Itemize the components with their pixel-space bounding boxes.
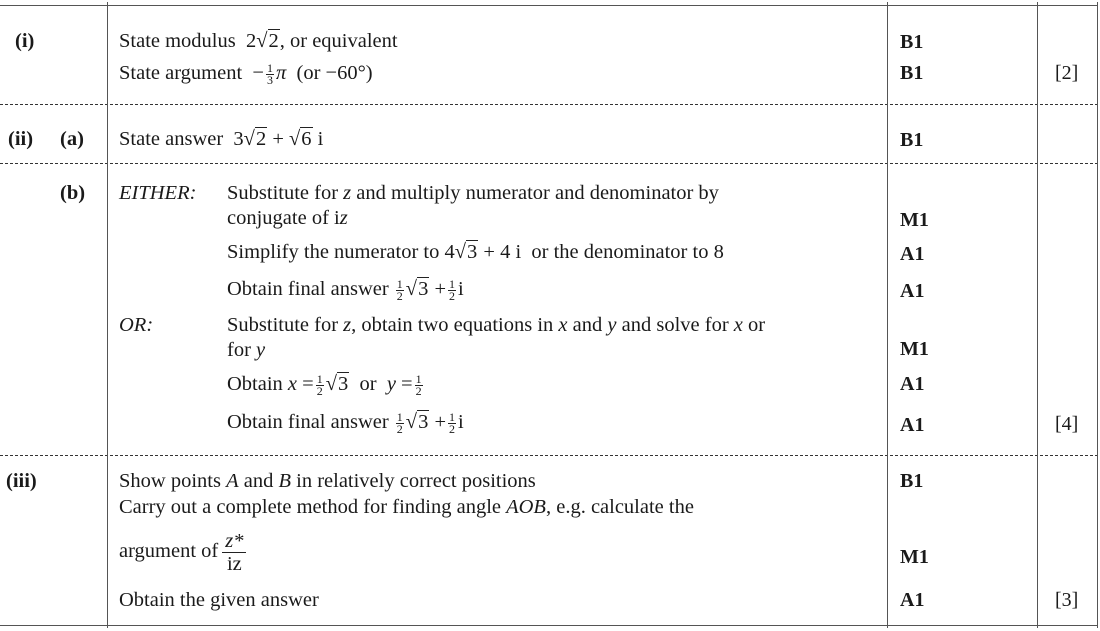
method-label-or: OR: — [119, 314, 154, 336]
guidance-line: Simplify the numerator to 4√3 + 4 i or the denominator to 8 — [227, 241, 724, 263]
mark-m1: M1 — [900, 546, 929, 568]
part-label-ii: (ii) — [8, 128, 34, 150]
guidance-line: State argument − $\frac{1}{3}$ π (or −60°) — [119, 60, 373, 87]
column-divider-part — [107, 2, 108, 628]
guidance-line: Substitute for z and multiply numerator and denominator by — [227, 182, 719, 204]
guidance-line: Obtain x = $\frac{1}{2}$ √3 or y = $\frac{1}{2}$ — [227, 371, 422, 398]
column-divider-mark — [887, 2, 888, 628]
subpart-label-b: (b) — [60, 182, 86, 204]
row-divider-i-ii — [0, 104, 1098, 105]
total-marks: [3] — [1055, 589, 1079, 611]
row-divider-ii-iii — [0, 455, 1098, 456]
guidance-line: Show points A and B in relatively correct positions — [119, 470, 536, 492]
mark-a1: A1 — [900, 243, 925, 265]
mark-b1: B1 — [900, 470, 924, 492]
mark-b1: B1 — [900, 129, 924, 151]
mark-m1: M1 — [900, 338, 929, 360]
total-marks: [2] — [1055, 62, 1079, 84]
guidance-line: argument of $\frac{z*}{iz}$ — [119, 530, 246, 575]
mark-a1: A1 — [900, 589, 925, 611]
table-right-border — [1097, 2, 1098, 628]
guidance-line: State modulus 2√2, or equivalent — [119, 30, 398, 52]
guidance-line: State answer 3√2 + √6 i — [119, 128, 324, 150]
mark-m1: M1 — [900, 209, 929, 231]
guidance-line: conjugate of iz — [227, 207, 348, 229]
guidance-line: Obtain final answer $\frac{1}{2}$ √3 + $\frac{1}{2}$ i — [227, 276, 464, 303]
total-marks: [4] — [1055, 413, 1079, 435]
mark-b1: B1 — [900, 62, 924, 84]
subpart-label-a: (a) — [60, 128, 84, 150]
part-label-iii: (iii) — [6, 470, 37, 492]
mark-b1: B1 — [900, 31, 924, 53]
mark-a1: A1 — [900, 414, 925, 436]
table-bottom-border — [0, 625, 1098, 626]
guidance-line: Substitute for z, obtain two equations in x and y and solve for x or — [227, 314, 766, 336]
part-label-i: (i) — [15, 30, 35, 52]
mark-a1: A1 — [900, 280, 925, 302]
table-top-border — [0, 5, 1098, 6]
column-divider-total — [1037, 2, 1038, 628]
guidance-line: Obtain final answer $\frac{1}{2}$ √3 + $\frac{1}{2}$ i — [227, 409, 464, 436]
guidance-line: Carry out a complete method for finding angle AOB, e.g. calculate the — [119, 496, 694, 518]
row-divider-iia-iib — [0, 163, 1098, 164]
guidance-line: Obtain the given answer — [119, 589, 319, 611]
guidance-line: for y — [227, 339, 266, 361]
method-label-either: EITHER: — [119, 182, 197, 204]
mark-a1: A1 — [900, 373, 925, 395]
